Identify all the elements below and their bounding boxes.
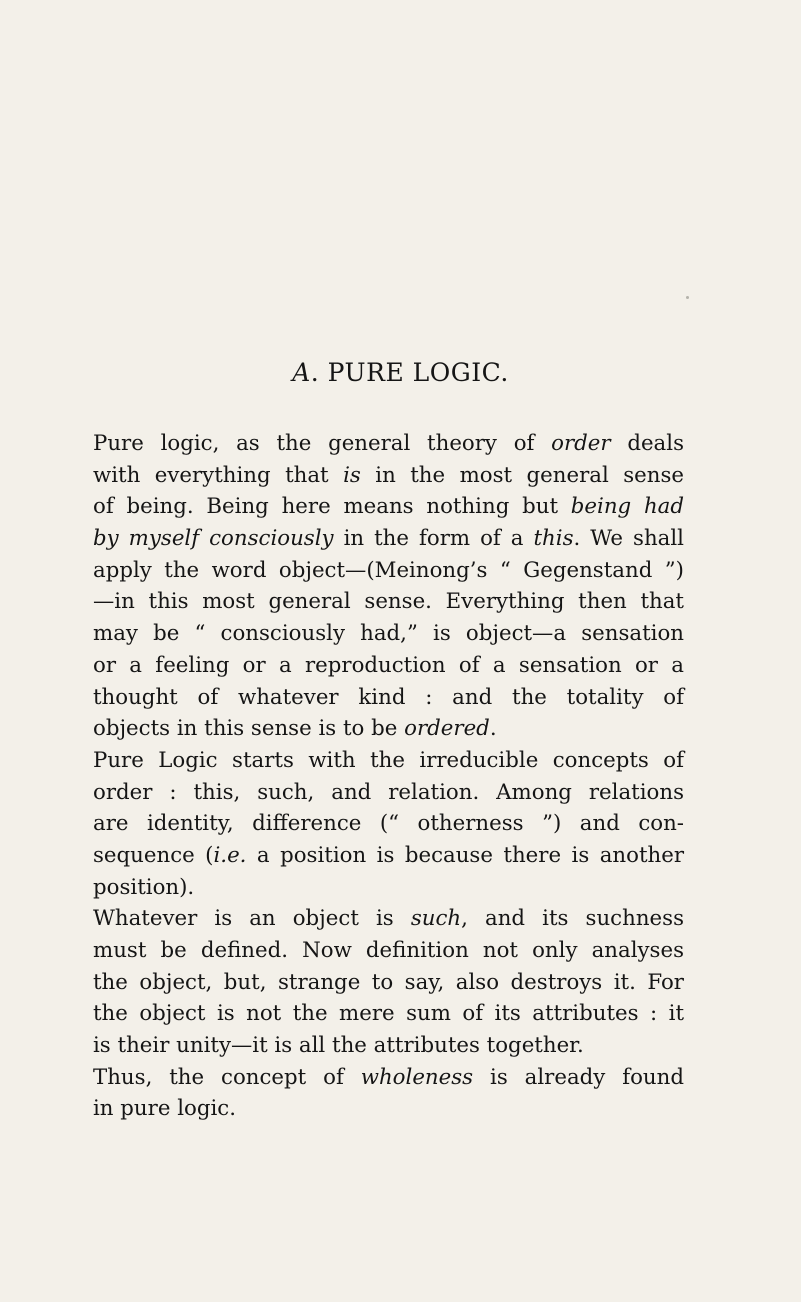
emphasis: ordered — [404, 716, 490, 742]
paper-speck — [686, 296, 689, 299]
text-run: Whatever is an object is — [93, 906, 411, 932]
text-run: may be “ consciously had,” is object—a sensation — [93, 621, 684, 647]
text-run: . — [489, 716, 497, 742]
text-run: Pure Logic starts with the irreducible concepts of — [93, 747, 684, 773]
text-run: in pure logic. — [93, 1096, 236, 1122]
text-line — [93, 745, 684, 777]
text-run: or a feeling or a reproduction of a sensation or a — [93, 652, 684, 678]
text-line — [93, 840, 684, 872]
text-line — [93, 777, 684, 809]
text-run: objects in this sense is to be — [93, 716, 405, 742]
text-run: deals — [610, 431, 684, 456]
text-run: are identity, difference (“ otherness ”) and con- — [93, 811, 684, 837]
emphasis: wholeness — [360, 1064, 474, 1090]
text-line — [93, 523, 684, 555]
text-line — [93, 650, 684, 682]
emphasis: being had — [570, 494, 685, 520]
text-run: Pure logic, as the general theory of — [93, 431, 552, 456]
text-run: sequence ( — [93, 842, 214, 868]
emphasis: by myself consciously — [93, 526, 334, 552]
emphasis: i.e. — [213, 842, 247, 868]
text-run: Thus, the concept of — [93, 1064, 361, 1090]
text-line — [93, 998, 684, 1030]
text-line — [93, 1030, 684, 1062]
text-line — [93, 967, 684, 999]
text-run: with everything that — [93, 462, 344, 488]
text-line — [93, 872, 684, 904]
text-run: the object is not the mere sum of its attributes : it — [93, 1001, 684, 1027]
text-line — [93, 555, 684, 587]
text-run: position). — [93, 874, 195, 900]
emphasis: such — [410, 906, 462, 932]
text-run: must be defined. Now definition not only analyses — [93, 938, 684, 963]
text-line — [93, 460, 684, 492]
text-line — [93, 1062, 684, 1094]
text-line — [93, 935, 684, 967]
text-line — [93, 903, 684, 935]
text-run: a position is because there is another — [246, 842, 685, 868]
text-run: thought of whatever kind : and the totality of — [93, 684, 684, 710]
text-line — [93, 713, 684, 745]
text-run: apply the word object—(Meinong’s “ Gegenstand ”) — [93, 557, 684, 583]
text-run: is already found — [473, 1064, 684, 1090]
text-line — [93, 586, 684, 618]
section-title: . PURE LOGIC. — [310, 358, 509, 387]
text-line — [93, 808, 684, 840]
text-run: of being. Being here means nothing but — [93, 494, 571, 520]
section-letter: A — [292, 358, 311, 387]
text-run: . We shall — [573, 526, 684, 552]
emphasis: is — [343, 462, 361, 488]
text-line — [93, 491, 684, 523]
text-line — [93, 1093, 684, 1125]
section-heading — [0, 358, 801, 387]
text-line — [93, 618, 684, 650]
text-run: in the most general sense — [360, 462, 684, 488]
text-run: , and its suchness — [461, 906, 685, 932]
text-line — [93, 682, 684, 714]
text-line — [93, 428, 684, 460]
text-run: the object, but, strange to say, also destroys it. For — [93, 969, 684, 995]
body-text — [93, 428, 684, 1125]
emphasis: order — [551, 431, 611, 456]
text-run: in the form of a — [333, 526, 534, 552]
emphasis: this — [533, 526, 574, 552]
text-run: —in this most general sense. Everything then that — [93, 589, 684, 615]
text-run: is their unity—it is all the attributes together. — [93, 1033, 584, 1059]
text-run: order : this, such, and relation. Among relations — [93, 779, 684, 805]
